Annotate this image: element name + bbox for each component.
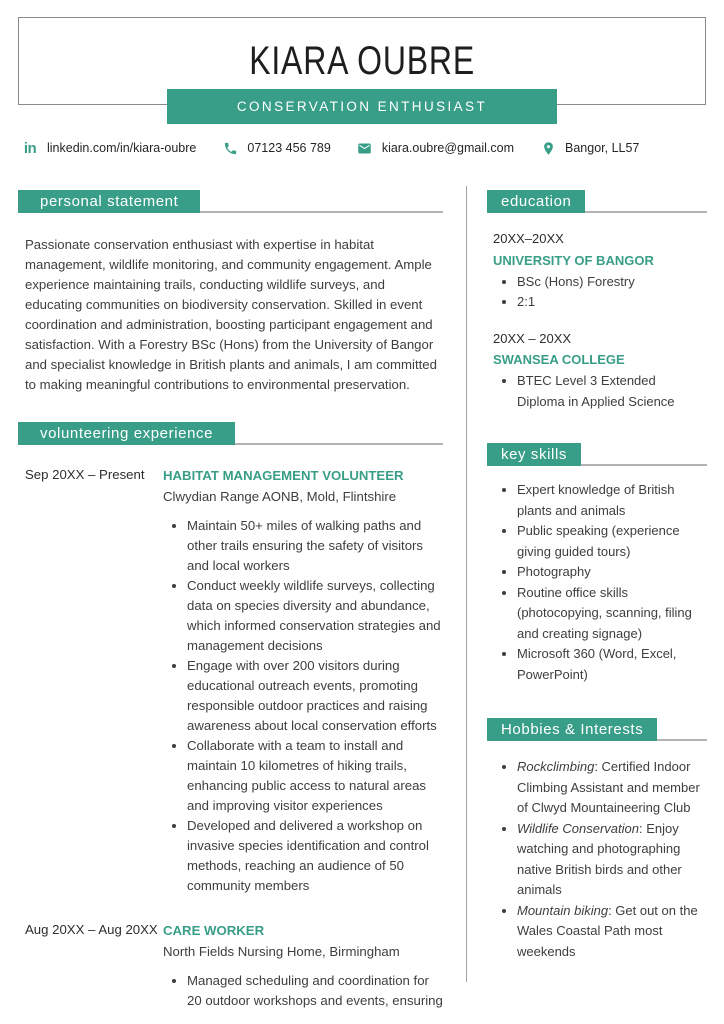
bullet-item: • Maintain 50+ miles of walking paths and other trails ensuring the safety of visitors and local workers (187, 516, 443, 576)
bullet-item: • Routine office skills (photocopying, scanning, filing and creating signage) (517, 583, 707, 645)
key-skills-list (491, 480, 707, 685)
entry-organisation: North Fields Nursing Home, Birmingham (163, 944, 400, 959)
contact-location (540, 140, 639, 156)
hobby-item (517, 819, 707, 901)
hobbies-list (491, 757, 707, 962)
section-key-skills-heading (487, 443, 707, 466)
education-entry (487, 329, 707, 413)
volunteering-entry (25, 920, 443, 1011)
entry-dates: Aug 20XX – Aug 20XX (25, 922, 158, 937)
bullet-item: • BTEC Level 3 Extended Diploma in Applied Science (517, 371, 707, 412)
hobby-description: : Enjoy watching and photographing native British birds and other animals (517, 820, 682, 897)
bullet-item: • Conduct weekly wildlife surveys, collecting data on species diversity and abundance, which informed conservation strategies and management decisions (187, 576, 443, 656)
section-education-heading (487, 190, 707, 213)
entry-bullet-list (163, 971, 443, 1011)
bullet-item: • Developed and delivered a workshop on invasive species identification and control methods, reaching an audience of 50 community members (187, 816, 443, 896)
education-school: UNIVERSITY OF BANGOR (493, 252, 654, 268)
job-title-banner: CONSERVATION ENTHUSIAST (167, 89, 557, 124)
entry-organisation: Clwydian Range AONB, Mold, Flintshire (163, 489, 397, 504)
personal-statement-heading-label: personal statement (18, 190, 200, 213)
contact-email (357, 140, 514, 156)
education-bullet-list (491, 272, 707, 313)
hobby-term: Mountain biking (517, 902, 609, 918)
hobby-term: Rockclimbing (517, 759, 595, 774)
phone-icon (222, 140, 238, 156)
email-text: kiara.oubre@gmail.com (381, 141, 514, 155)
phone-text: 07123 456 789 (247, 141, 331, 155)
bullet-item: • Microsoft 360 (Word, Excel, PowerPoint) (517, 644, 707, 685)
candidate-name: KIARA OUBRE (249, 39, 475, 83)
contact-linkedin (22, 140, 196, 156)
column-divider (466, 186, 467, 982)
right-column (487, 190, 707, 962)
mail-icon (357, 140, 373, 156)
bullet-item: • Public speaking (experience giving guided tours) (517, 521, 707, 562)
entry-title: CARE WORKER (163, 923, 265, 938)
contact-row (22, 140, 639, 156)
education-heading-label: education (487, 190, 585, 213)
key-skills-heading-label: key skills (487, 443, 581, 466)
hobby-item (517, 901, 707, 963)
education-dates: 20XX–20XX (493, 231, 564, 246)
hobby-term: Wildlife Conservation (517, 820, 639, 836)
bullet-item: • 2:1 (517, 292, 707, 313)
education-school: SWANSEA COLLEGE (493, 352, 625, 367)
personal-statement-text: Passionate conservation enthusiast with expertise in habitat management, wildlife monitoring, and community engagement. Ample experience maintaining trails, conducting wildlife surveys, and educating communities on biodiversity conservation. Skilled in event coordination and administration, boosting participant engagement and satisfaction. With a Forestry BSc (Hons) from the University of Bangor and specialist knowledge in British plants and animals, I am committed to making meaningful contributions to environmental preservation. (25, 237, 437, 392)
location-pin-icon (540, 140, 556, 156)
linkedin-text: linkedin.com/in/kiara-oubre (47, 141, 197, 155)
bullet-item: • BSc (Hons) Forestry (517, 272, 707, 293)
entry-title: HABITAT MANAGEMENT VOLUNTEER (163, 468, 404, 483)
section-volunteering-heading (18, 422, 443, 445)
hobby-description: : Certified Indoor Climbing Assistant and member of Clwyd Mountaineering Club (517, 759, 700, 815)
hobby-item (517, 757, 707, 819)
location-text: Bangor, LL57 (565, 141, 640, 155)
education-dates: 20XX – 20XX (493, 330, 572, 346)
bullet-item: • Expert knowledge of British plants and animals (517, 480, 707, 521)
contact-phone (222, 140, 330, 156)
hobby-description: : Get out on the Wales Coastal Path most weekends (517, 902, 698, 959)
education-entry (487, 229, 707, 313)
bullet-item: • Managed scheduling and coordination for 20 outdoor workshops and events, ensuring (187, 971, 443, 1011)
linkedin-icon: in (23, 139, 37, 157)
entry-dates: Sep 20XX – Present (25, 467, 145, 482)
volunteering-heading-label: volunteering experience (18, 422, 235, 445)
education-bullet-list (491, 371, 707, 412)
bullet-item: • Collaborate with a team to install and maintain 10 kilometres of hiking trails, enhancing public access to natural areas and improving visitor experiences (187, 736, 443, 816)
volunteering-entry (25, 465, 443, 896)
bullet-item: • Photography (517, 562, 707, 583)
entry-main (163, 465, 443, 896)
left-column (18, 190, 443, 1011)
entry-main (163, 920, 443, 1011)
entry-bullet-list (163, 516, 443, 896)
section-hobbies-heading (487, 718, 707, 741)
section-personal-statement-heading (18, 190, 443, 213)
hobbies-heading-label: Hobbies & Interests (487, 718, 657, 741)
bullet-item: • Engage with over 200 visitors during educational outreach events, promoting responsible outdoor practices and raising awareness about local conservation efforts (187, 656, 443, 736)
